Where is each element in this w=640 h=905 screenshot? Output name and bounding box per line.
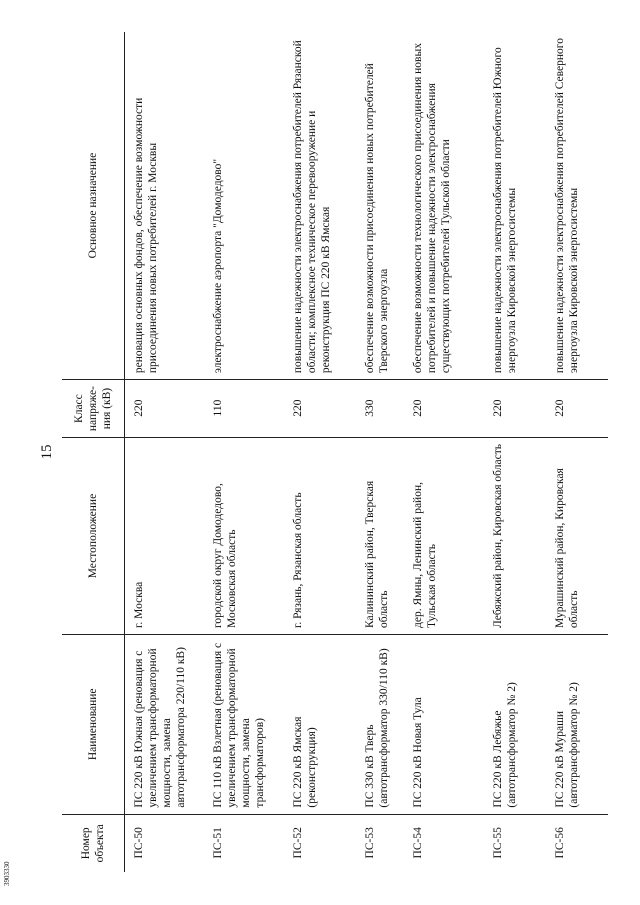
- table-row: [404, 32, 484, 872]
- cell-location: Мурашинский район, Кировская область: [546, 438, 608, 635]
- cell-voltage: 220: [484, 380, 546, 438]
- cell-name: ПС 110 кВ Взлетная (реновация с увеличением трансформаторной мощности, замена трансформаторов): [204, 635, 284, 815]
- substations-table: [62, 32, 608, 872]
- header-number: Номер объекта: [62, 814, 124, 872]
- table-row: [356, 32, 404, 872]
- cell-name: ПС 220 кВ Южная (реновация с увеличением трансформаторной мощности, замена автотрансформатора 220/110 кВ): [124, 635, 204, 815]
- table-row: [204, 32, 284, 872]
- cell-location: Калининский район, Тверская область: [356, 438, 404, 635]
- cell-number: ПС-56: [554, 827, 566, 859]
- cell-location: дер. Ямны, Ленинский район, Тульская область: [404, 438, 484, 635]
- table-header-row: [62, 32, 124, 872]
- cell-number: ПС-54: [412, 827, 424, 859]
- header-location: Местоположение: [62, 438, 124, 635]
- cell-number: ПС-52: [292, 827, 304, 859]
- cell-location: г. Рязань, Рязанская область: [284, 438, 356, 635]
- cell-purpose: повышение надежности электроснабжения потребителей Северного энергоузла Кировской энергосистемы: [546, 32, 608, 380]
- header-purpose: Основное назначение: [62, 32, 124, 380]
- cell-voltage: 330: [356, 380, 404, 438]
- document-code: [3, 861, 15, 886]
- cell-voltage: 110: [204, 380, 284, 438]
- rotated-page: [34, 32, 604, 872]
- cell-purpose: электроснабжение аэропорта "Домодедово": [204, 32, 284, 380]
- table-row: [124, 32, 204, 872]
- document-code-text: 3903330: [3, 861, 11, 886]
- cell-location: городской округ Домодедово, Московская область: [204, 438, 284, 635]
- cell-number: ПС-53: [364, 827, 376, 859]
- cell-number: ПС-51: [212, 827, 224, 859]
- page-number: 15: [39, 444, 55, 460]
- cell-voltage: 220: [404, 380, 484, 438]
- cell-purpose: повышение надежности электроснабжения потребителей Южного энергоузла Кировской энергосистемы: [484, 32, 546, 380]
- cell-purpose: повышение надежности электроснабжения потребителей Рязанской области; комплексное техническое перевооружение и реконструкция ПС 220 кВ Ямская: [284, 32, 356, 380]
- cell-voltage: 220: [546, 380, 608, 438]
- header-name: Наименование: [62, 635, 124, 815]
- cell-voltage: 220: [124, 380, 204, 438]
- table-row: [284, 32, 356, 872]
- cell-number: ПС-55: [492, 827, 504, 859]
- cell-location: г. Москва: [124, 438, 204, 635]
- cell-location: Лебяжский район, Кировская область: [484, 438, 546, 635]
- cell-voltage: 220: [284, 380, 356, 438]
- cell-name: ПС 220 кВ Лебяжье (автотрансформатор № 2): [484, 635, 546, 815]
- cell-purpose: обеспечение возможности присоединения новых потребителей Тверского энергоузла: [356, 32, 404, 380]
- table-row: [484, 32, 546, 872]
- cell-purpose: реновация основных фондов, обеспечение возможности присоединения новых потребителей г. Москвы: [124, 32, 204, 380]
- cell-purpose: обеспечение возможности технологического присоединения новых потребителей и повышение надежности электроснабжения существующих потребителей Тульской области: [404, 32, 484, 380]
- cell-name: ПС 220 кВ Мураши (автотрансформатор № 2): [546, 635, 608, 815]
- cell-name: ПС 220 кВ Новая Тула: [404, 635, 484, 815]
- table-row: [546, 32, 608, 872]
- cell-name: ПС 220 кВ Ямская (реконструкция): [284, 635, 356, 815]
- header-voltage: Класс напряже-ния (кВ): [62, 380, 124, 438]
- cell-name: ПС 330 кВ Тверь (автотрансформатор 330/110 кВ): [356, 635, 404, 815]
- cell-number: ПС-50: [132, 827, 145, 859]
